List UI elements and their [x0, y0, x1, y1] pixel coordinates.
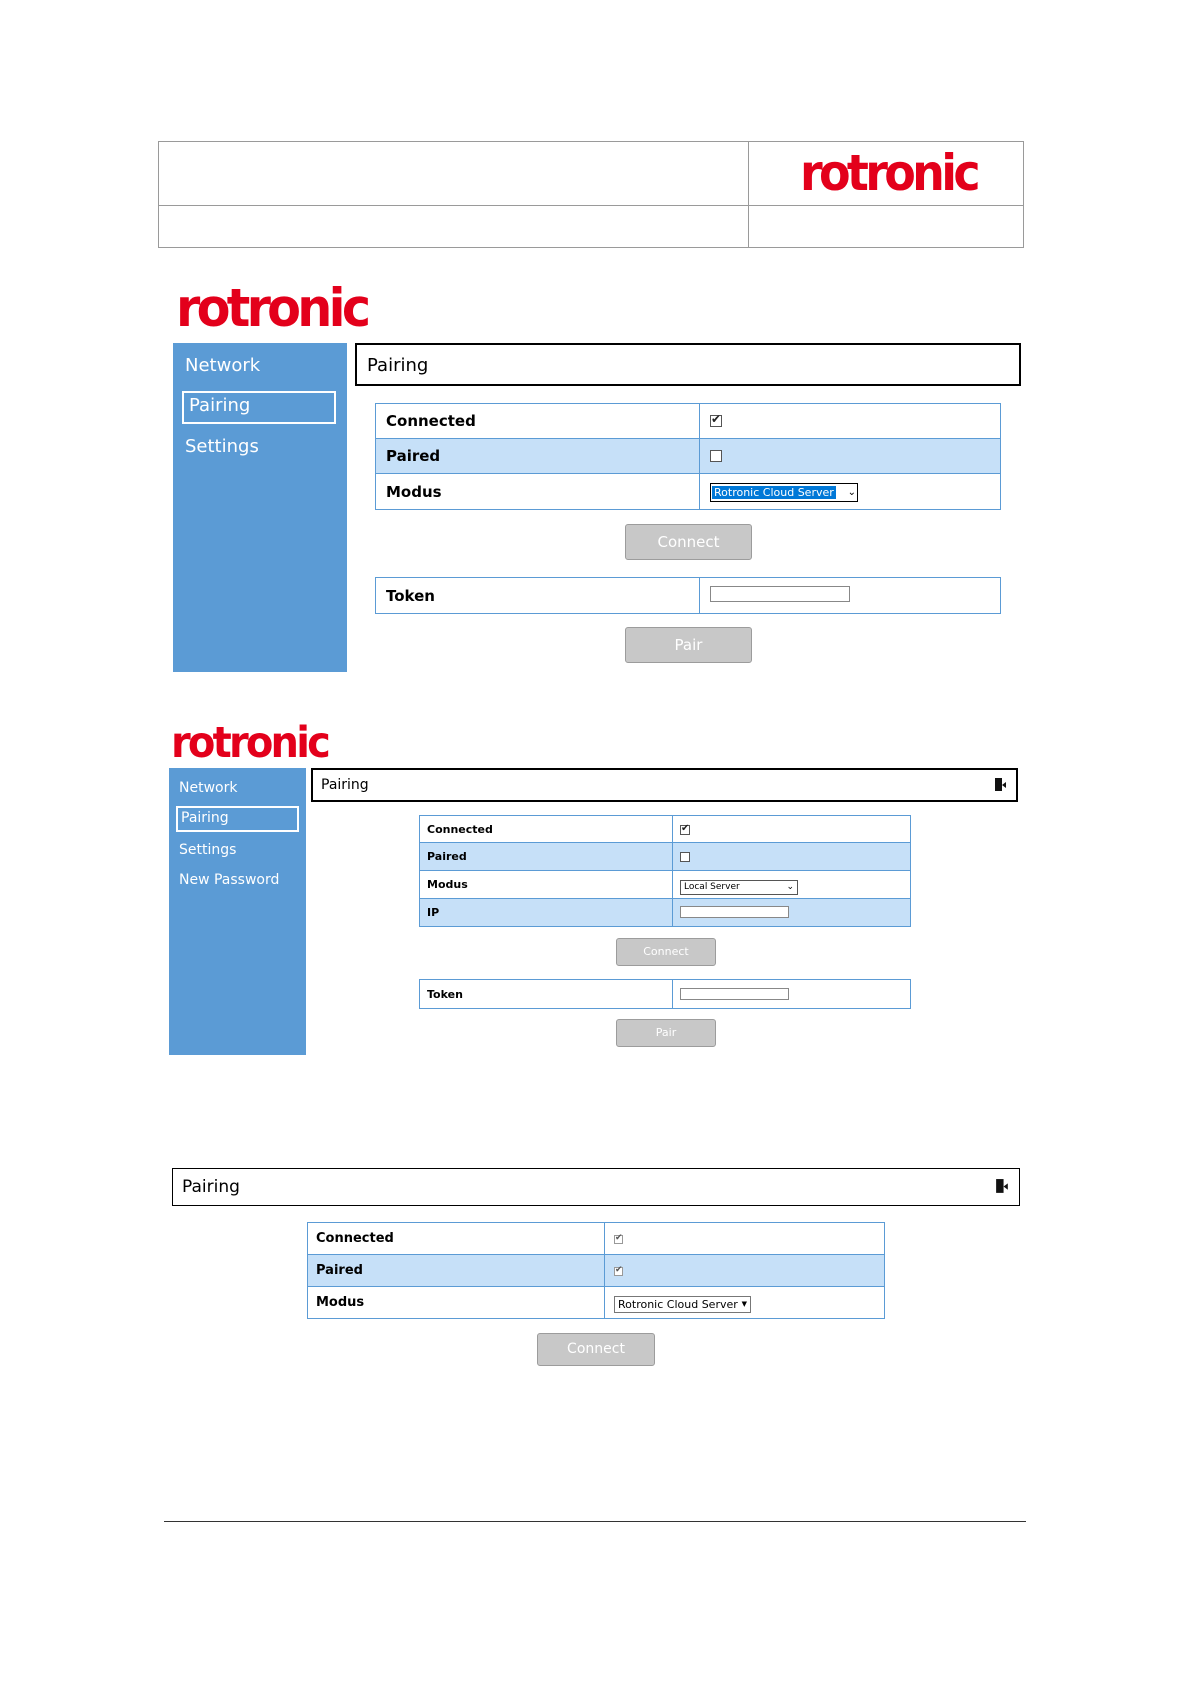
page-title: Pairing — [367, 355, 429, 376]
page-title: Pairing — [182, 1177, 240, 1197]
panel2-logo — [171, 718, 329, 768]
exit-door-icon[interactable] — [995, 1178, 1010, 1195]
panel2-token-table — [419, 979, 911, 1009]
rotronic-logo: rotronic — [176, 278, 368, 339]
table-row — [420, 899, 911, 927]
token-input[interactable] — [710, 586, 850, 602]
nav-settings[interactable]: Settings — [185, 436, 259, 457]
pair-button[interactable]: Pair — [625, 627, 752, 663]
panel1-title-bar — [355, 343, 1021, 386]
table-row — [420, 980, 911, 1009]
connect-button[interactable]: Connect — [625, 524, 752, 560]
pair-button[interactable]: Pair — [616, 1019, 716, 1047]
nav-settings[interactable]: Settings — [179, 842, 237, 858]
panel2-sidebar — [169, 768, 306, 1055]
rotronic-logo: rotronic — [800, 144, 977, 202]
panel3-title-bar — [172, 1168, 1020, 1206]
table-row — [420, 816, 911, 843]
nav-network[interactable]: Network — [185, 355, 261, 376]
panel1-token-table — [375, 577, 1001, 614]
table-row — [308, 1255, 885, 1287]
ip-input[interactable] — [680, 906, 789, 918]
chevron-down-icon: ⌄ — [786, 882, 794, 893]
panel2-status-table — [419, 815, 911, 927]
row-label: Connected — [308, 1223, 605, 1255]
table-row — [308, 1223, 885, 1255]
panel2-title-bar — [311, 768, 1018, 802]
row-label: Paired — [308, 1255, 605, 1287]
panel1-sidebar — [173, 343, 347, 672]
chevron-down-icon: ⌄ — [847, 487, 856, 498]
table-row — [376, 404, 1001, 439]
row-label: Paired — [420, 843, 673, 871]
table-row — [376, 578, 1001, 614]
row-label: Paired — [376, 439, 700, 474]
table-row — [420, 843, 911, 871]
nav-new-password[interactable]: New Password — [179, 872, 280, 888]
paired-checkbox[interactable] — [680, 852, 690, 862]
connected-checkbox[interactable]: ✔ — [711, 411, 722, 426]
paired-checkbox[interactable]: ✔ — [615, 1265, 623, 1275]
panel1-logo — [176, 278, 376, 339]
table-row — [376, 439, 1001, 474]
connected-checkbox[interactable]: ✔ — [615, 1233, 623, 1243]
nav-pairing[interactable]: Pairing — [182, 391, 336, 424]
table-row — [420, 871, 911, 899]
row-label: Connected — [376, 404, 700, 439]
row-label: IP — [420, 899, 673, 927]
modus-select[interactable]: Local Server ⌄ — [680, 880, 798, 895]
connected-checkbox[interactable]: ✔ — [681, 822, 690, 834]
token-input[interactable] — [680, 988, 789, 1000]
rotronic-logo: rotronic — [171, 718, 329, 768]
panel1-status-table — [375, 403, 1001, 510]
panel3-status-table — [307, 1222, 885, 1319]
modus-select[interactable]: Rotronic Cloud Server ▼ — [614, 1296, 751, 1313]
table-row — [376, 474, 1001, 510]
table-row — [308, 1287, 885, 1319]
footer-divider — [164, 1521, 1026, 1522]
row-label: Modus — [308, 1287, 605, 1319]
modus-select[interactable]: Rotronic Cloud Server ⌄ — [710, 483, 858, 502]
paired-checkbox[interactable] — [710, 450, 722, 462]
connect-button[interactable]: Connect — [616, 938, 716, 966]
chevron-down-icon: ▼ — [741, 1300, 747, 1308]
row-label: Modus — [376, 474, 700, 510]
row-label: Connected — [420, 816, 673, 843]
header-logo — [800, 144, 1000, 202]
connect-button[interactable]: Connect — [537, 1333, 655, 1366]
row-label: Token — [376, 578, 700, 614]
nav-pairing[interactable]: Pairing — [176, 806, 299, 832]
page-title: Pairing — [321, 777, 369, 793]
exit-door-icon[interactable] — [994, 777, 1008, 793]
row-label: Token — [420, 980, 673, 1009]
nav-network[interactable]: Network — [179, 780, 238, 796]
row-label: Modus — [420, 871, 673, 899]
